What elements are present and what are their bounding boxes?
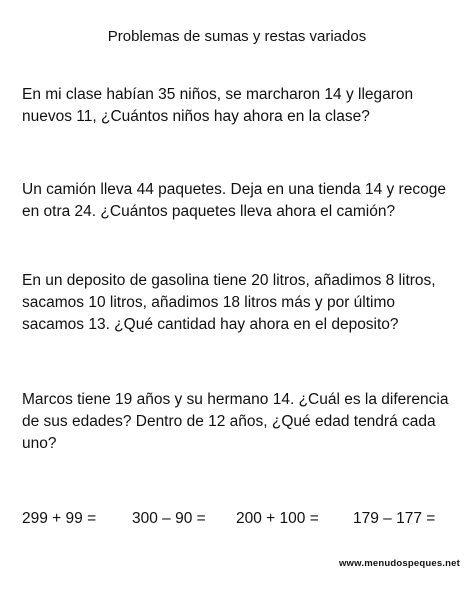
problem-3-line-3: sacamos 13. ¿Qué cantidad hay ahora en el deposito? xyxy=(22,316,399,333)
problem-4-line-3: uno? xyxy=(22,435,57,452)
problem-2-line-1: Un camión lleva 44 paquetes. Deja en una tienda 14 y recoge xyxy=(22,181,446,198)
operation-2: 300 – 90 = xyxy=(132,510,206,527)
problem-3-line-2: sacamos 10 litros, añadimos 18 litros más y por último xyxy=(22,294,396,311)
operation-1: 299 + 99 = xyxy=(22,510,97,527)
problem-2-line-2: en otra 24. ¿Cuántos paquetes lleva ahora el camión? xyxy=(22,203,396,220)
problem-1-line-1: En mi clase habían 35 niños, se marcharon 14 y llegaron xyxy=(22,86,414,103)
problem-4-line-1: Marcos tiene 19 años y su hermano 14. ¿Cuál es la diferencia xyxy=(22,391,449,408)
problem-1 xyxy=(22,84,467,128)
website-url: www.menudospeques.net xyxy=(338,558,460,569)
operation-3: 200 + 100 = xyxy=(236,510,319,527)
operation-4: 179 – 177 = xyxy=(353,510,436,527)
problem-3 xyxy=(22,270,467,336)
problem-4-line-2: de sus edades? Dentro de 12 años, ¿Qué edad tendrá cada xyxy=(22,413,436,430)
problem-1-line-2: nuevos 11, ¿Cuántos niños hay ahora en la clase? xyxy=(22,108,370,125)
problem-2 xyxy=(22,179,467,223)
problem-3-line-1: En un deposito de gasolina tiene 20 litros, añadimos 8 litros, xyxy=(22,272,436,289)
problem-4 xyxy=(22,389,467,455)
page-title: Problemas de sumas y restas variados xyxy=(107,28,367,45)
